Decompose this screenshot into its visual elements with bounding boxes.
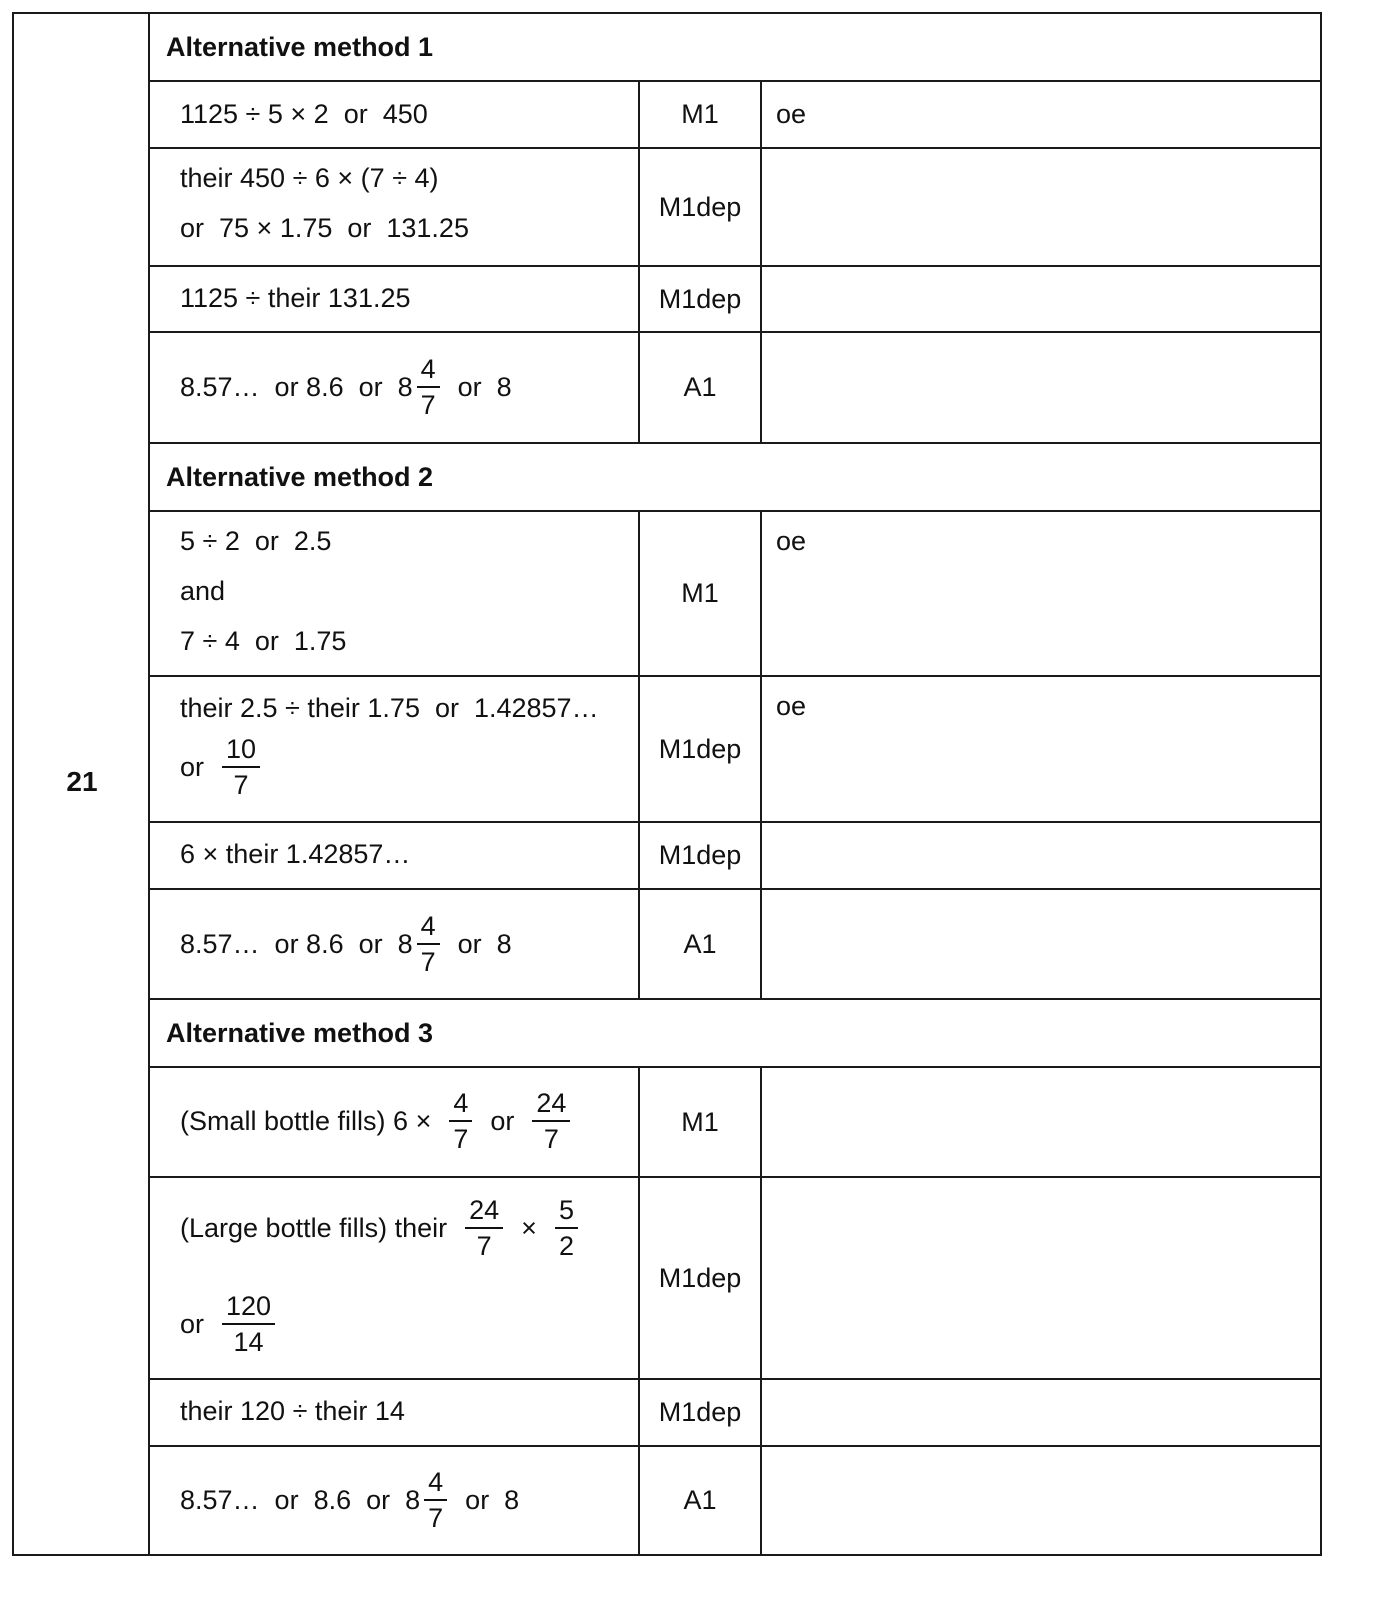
- mark-cell: M1dep: [640, 267, 762, 331]
- answer-suffix: or 8: [457, 928, 512, 959]
- working-line: 1125 ÷ their 131.25: [180, 282, 411, 313]
- method-1-answer: [150, 333, 1322, 444]
- comment-cell: [762, 823, 1322, 888]
- method-2-step-3: [150, 823, 1322, 890]
- comment-cell: oe: [776, 691, 807, 721]
- mark-cell: A1: [640, 1447, 762, 1554]
- method-1-title: Alternative method 1: [166, 31, 434, 62]
- mark-cell: M1: [640, 82, 762, 147]
- fraction: $\frac{24}{7}$: [465, 1197, 503, 1260]
- working-prefix: (Large bottle fills) their: [180, 1212, 448, 1243]
- working-line: and: [180, 575, 226, 606]
- mark-cell: M1dep: [640, 1178, 762, 1378]
- mark-cell: M1dep: [640, 823, 762, 888]
- method-2-header: [150, 444, 1322, 512]
- working-line: their 450 ÷ 6 × (7 ÷ 4): [180, 162, 439, 193]
- method-2-step-2: [150, 677, 1322, 823]
- method-1-step-2: [150, 149, 1322, 267]
- working-line: 7 ÷ 4 or 1.75: [180, 625, 347, 656]
- mark-cell: A1: [640, 333, 762, 442]
- method-3-title: Alternative method 3: [166, 1017, 434, 1048]
- comment-cell: [762, 149, 1322, 265]
- mark-cell: M1: [640, 1068, 762, 1176]
- working-line: or 75 × 1.75 or 131.25: [180, 212, 469, 243]
- or-label: or: [490, 1105, 515, 1136]
- comment-cell: [762, 1178, 1322, 1378]
- method-1-step-1: [150, 82, 1322, 149]
- comment-cell: [762, 890, 1322, 998]
- method-3-header: [150, 1000, 1322, 1068]
- comment-cell: [762, 267, 1322, 331]
- mark-cell: M1dep: [640, 677, 762, 821]
- method-1-header: [150, 14, 1322, 82]
- question-number: 21: [66, 766, 98, 797]
- working-prefix: (Small bottle fills) 6 ×: [180, 1105, 432, 1136]
- method-3-step-2: [150, 1178, 1322, 1380]
- answer-suffix: or 8: [457, 372, 512, 402]
- fraction: $\frac{4}{7}$: [417, 913, 440, 976]
- working-line: 6 × their 1.42857…: [180, 839, 411, 869]
- mark-cell: M1: [640, 512, 762, 675]
- mark-cell: M1dep: [640, 149, 762, 265]
- fraction: $\frac{4}{7}$: [424, 1469, 447, 1532]
- comment-cell: oe: [776, 526, 807, 556]
- method-2-answer: [150, 890, 1322, 1000]
- method-1-step-3: [150, 267, 1322, 333]
- comment-cell: [762, 1068, 1322, 1176]
- answer-prefix: 8.57… or 8.6 or 8: [180, 1485, 421, 1515]
- fraction: $\frac{24}{7}$: [532, 1090, 570, 1153]
- working-line: 1125 ÷ 5 × 2 or 450: [180, 99, 428, 129]
- mark-scheme-table: [12, 12, 1322, 1556]
- comment-cell: [762, 1380, 1322, 1445]
- comment-cell: oe: [776, 99, 807, 129]
- method-2-title: Alternative method 2: [166, 461, 434, 492]
- mark-cell: M1dep: [640, 1380, 762, 1445]
- fraction: $\frac{5}{2}$: [555, 1197, 578, 1260]
- mark-cell: A1: [640, 890, 762, 998]
- or-label: or: [180, 751, 205, 782]
- working-line: their 120 ÷ their 14: [180, 1396, 405, 1426]
- times-sign: ×: [521, 1212, 537, 1243]
- answer-prefix: 8.57… or 8.6 or 8: [180, 928, 413, 959]
- method-3-step-1: [150, 1068, 1322, 1178]
- working-line: 5 ÷ 2 or 2.5: [180, 525, 332, 556]
- comment-cell: [762, 333, 1322, 442]
- comment-cell: [762, 1447, 1322, 1554]
- method-2-step-1: [150, 512, 1322, 677]
- fraction: $\frac{10}{7}$: [222, 736, 260, 799]
- answer-suffix: or 8: [465, 1485, 520, 1515]
- fraction: $\frac{4}{7}$: [417, 356, 440, 419]
- method-3-answer: [150, 1447, 1322, 1554]
- answer-prefix: 8.57… or 8.6 or 8: [180, 372, 413, 402]
- fraction: $\frac{120}{14}$: [222, 1293, 275, 1356]
- fraction: $\frac{4}{7}$: [449, 1090, 472, 1153]
- method-3-step-3: [150, 1380, 1322, 1447]
- or-label: or: [180, 1308, 205, 1339]
- working-line: their 2.5 ÷ their 1.75 or 1.42857…: [180, 692, 599, 723]
